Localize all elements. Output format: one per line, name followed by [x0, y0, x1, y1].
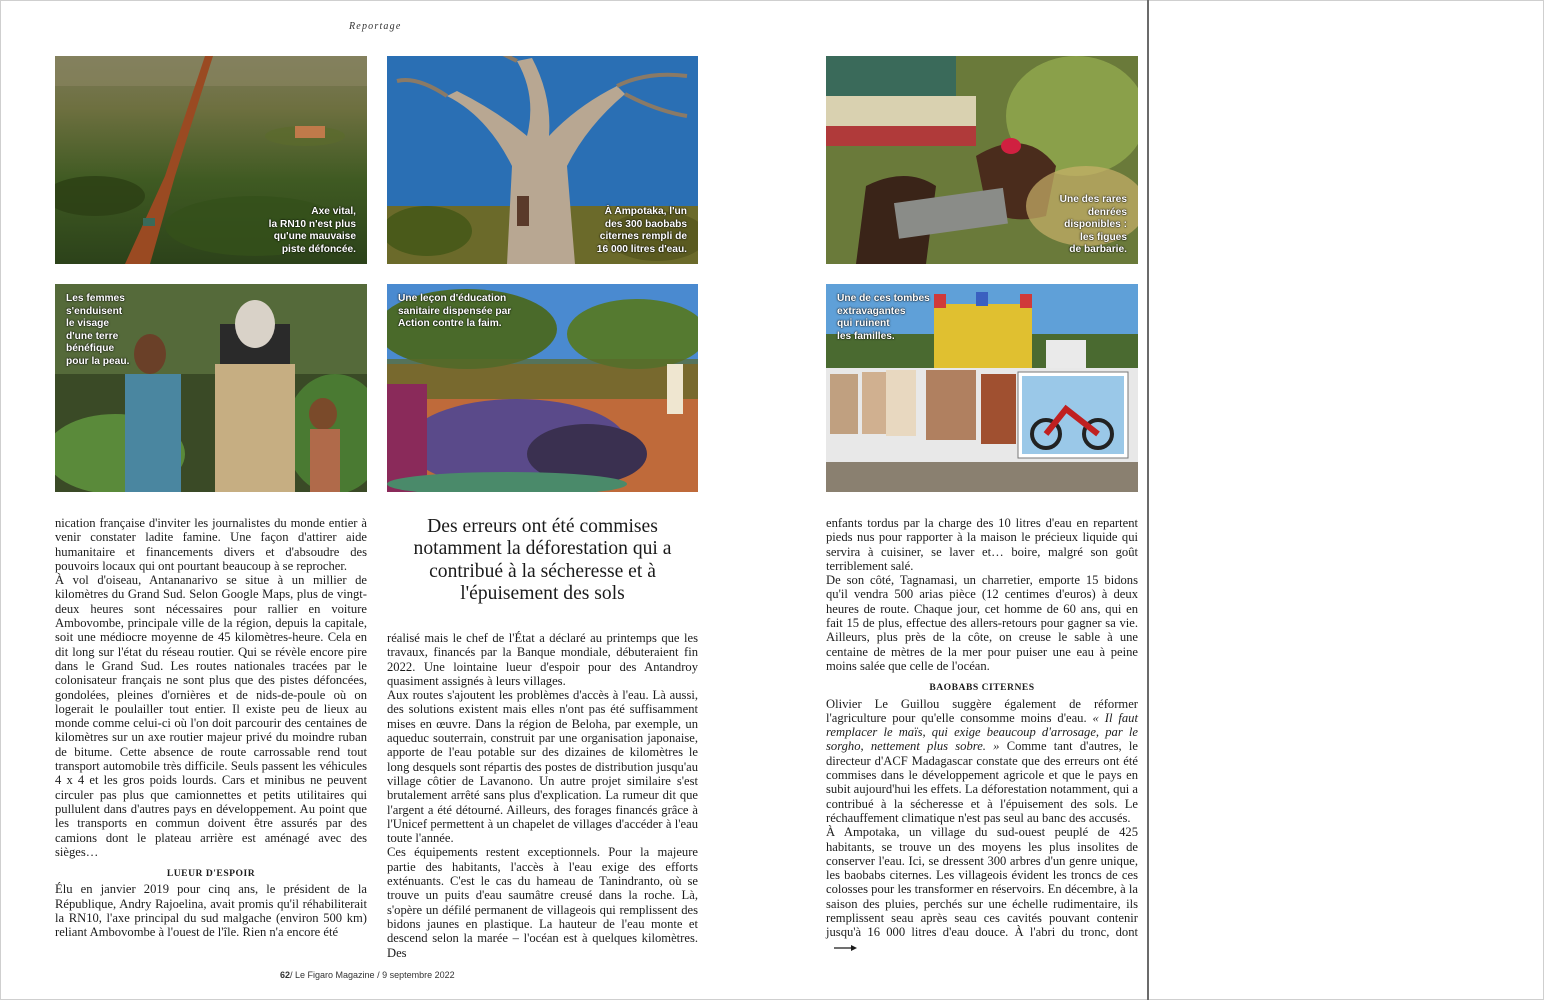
col1-paragraph-1: nication française d'inviter les journalistes du monde entier à venir constater ladite famine. Une façon d'attirer aide humanitaire et financements divers et d'absoudre des pouvoirs locaux qui ont pourtant beaucoup à se reprocher.	[55, 516, 367, 573]
article-column-1	[55, 516, 367, 940]
photo-road-caption: Axe vital, la RN10 n'est plus qu'une mauvaise piste défoncée.	[268, 206, 356, 255]
col1-paragraph-2: À vol d'oiseau, Antananarivo se situe à un millier de kilomètres du Grand Sud. Selon Google Maps, plus de vingt-deux heures sont nécessaires pour rallier en voiture Ambovombe, principale ville de la région, depuis la capitale, soit une médiocre moyenne de 45 kilomètres-heure. Cela en dit long sur l'état du réseau routier. Qui se révèle encore pire dans le Grand Sud. Les routes nationales tracées par le colonisateur français ne sont plus que des pistes défoncées, gondolées, pleines d'ornières et de nids-de-poule où on logerait le poulailler tout entier. Il existe peu de lieux au monde comme celui-ci où l'on doit parcourir des centaines de kilomètres sur un axe routier majeur privé du moindre ruban de bitume. Cette absence de route carrossable rend tout transport automobile très difficile. Seuls passent les véhicules 4 x 4 et les gros poids lourds. Cars et minibus ne peuvent circuler pas plus que camionnettes et petits utilitaires qui pullulent dans d'autres pays en développement. Au point que les transports en commun doivent être assurés par des camions dont le plateau arrière est aménagé avec des sièges…	[55, 573, 367, 859]
col1-paragraph-3: Élu en janvier 2019 pour cinq ans, le président de la République, Andry Rajoelina, avait promis qu'il réhabiliterait la RN10, l'axe principal du sud malgache (environ 500 km) reliant Ambovombe à l'ouest de l'île. Rien n'a encore été	[55, 882, 367, 940]
col3-paragraph-3-end: Comme tant d'autres, le directeur d'ACF Madagascar constate que des erreurs ont été commises dans le développement agricole et que le pays en subit aujourd'hui les effets. La déforestation notamment, qui a contribué à la sécheresse et à l'épuisement des sols. Le réchauffement climatique n'est pas seul au banc des accusés.	[826, 739, 1138, 825]
subhead-baobabs-citernes: BAOBABS CITERNES	[929, 682, 1035, 694]
photo-women	[55, 284, 367, 492]
photo-baobab-caption: À Ampotaka, l'un des 300 baobabs citernes rempli de 16 000 litres d'eau.	[596, 206, 687, 255]
col3-quote: « Il faut remplacer le maïs, qui exige beaucoup d'arrosage, par le sorgho, nettement plus sobre. »	[826, 710, 1138, 754]
photo-tomb	[826, 284, 1138, 492]
continue-arrow-icon	[834, 944, 858, 952]
section-header: Reportage	[349, 21, 402, 32]
col3-paragraph-4	[826, 825, 1138, 954]
page-footer	[280, 970, 455, 980]
photo-figs	[826, 56, 1138, 264]
pull-quote: Des erreurs ont été commises notamment la déforestation qui a contribué à la sécheresse et à l'épuisement des sols	[413, 516, 672, 605]
photo-baobab	[387, 56, 698, 264]
col3-paragraph-4-text: À Ampotaka, un village du sud-ouest peuplé de 425 habitants, se trouve un des moyens les plus insolites de conserver l'eau. Ici, se dressent 300 arbres d'un genre unique, les baobabs citernes. Les villageois évident les troncs de ces colosses pour les transformer en réservoirs. En décembre, à la saison des pluies, perchés sur une échelle rudimentaire, ils remplissent seau après seau ces cavités pouvant contenir jusqu'à 16 000 litres d'eau douce. À l'abri du tronc, dont	[826, 825, 1138, 940]
photo-lesson-caption: Une leçon d'éducation sanitaire dispensée par Action contre la faim.	[398, 293, 512, 330]
subhead-lueur-espoir: LUEUR D'ESPOIR	[166, 868, 256, 880]
photo-road	[55, 56, 367, 264]
col3-paragraph-1: enfants tordus par la charge des 10 litres d'eau en repartent pieds nus pour rapporter à la maison le précieux liquide qui servira à cuisiner, se laver et… boire, malgré son goût terriblement salé.	[826, 516, 1138, 573]
article-column-2	[387, 631, 698, 960]
footer-publication: / Le Figaro Magazine / 9 septembre 2022	[290, 970, 455, 980]
photo-figs-caption: Une des rares denrées disponibles : les figues de barbarie.	[1059, 194, 1127, 256]
col3-paragraph-2: De son côté, Tagnamasi, un charretier, emporte 15 bidons qu'il vendra 500 arias pièce (12 centimes d'euros) à deux heures de route. Chaque jour, cet homme de 60 ans, qui en fait 15 de plus, effectue des allers-retours pour gagner sa vie. Ailleurs, plus près de la côte, on creuse le sable à une centaine de mètres de la mer pour puiser une eau à peine moins salée que celle de l'océan.	[826, 573, 1138, 673]
photo-women-caption: Les femmes s'enduisent le visage d'une terre bénéfique pour la peau.	[66, 293, 130, 367]
col2-paragraph-1: réalisé mais le chef de l'État a déclaré au printemps que les travaux, financés par la Banque mondiale, débuteraient fin 2022. Une lointaine lueur d'espoir pour des Antandroy quasiment assignés à leurs villages.	[387, 631, 698, 688]
page-gutter-edge	[1147, 0, 1149, 1000]
photo-lesson	[387, 284, 698, 492]
col2-paragraph-2: Aux routes s'ajoutent les problèmes d'accès à l'eau. Là aussi, des solutions existent mais elles n'ont pas été suffisamment mises en œuvre. Dans la région de Beloha, par exemple, un aqueduc souterrain, construit par une organisation japonaise, apporte de l'eau potable sur des dizaines de kilomètres le long desquels sont répartis des postes de distribution jusqu'au village côtier de Lavanono. Un autre projet similaire s'est brutalement arrêté sans plus d'explication. La rumeur dit que l'argent a été détourné. Ailleurs, des forages financés grâce à l'Unicef permettent à un chapelet de villages d'accéder à l'eau toute l'année.	[387, 688, 698, 846]
article-column-3	[826, 516, 1138, 954]
col3-paragraph-3	[826, 697, 1138, 826]
photo-tomb-caption: Une de ces tombes extravagantes qui ruinent les familles.	[837, 293, 930, 342]
col2-paragraph-3: Ces équipements restent exceptionnels. Pour la majeure partie des habitants, l'accès à l'eau exige des efforts exténuants. C'est le cas du hameau de Tanindranto, où se trouve un puits d'eau saumâtre creusé dans la roche. Là, s'opère un défilé permanent de villageois qui remplissent des bidons jaunes en plastique. La hauteur de l'eau monte et descend selon la marée – l'océan est à quelques kilomètres. Des	[387, 845, 698, 960]
col3-paragraph-3-start: Olivier Le Guillou suggère également de réformer l'agriculture pour qu'elle consomme moins d'eau.	[826, 696, 1138, 725]
page-number: 62	[280, 970, 291, 980]
